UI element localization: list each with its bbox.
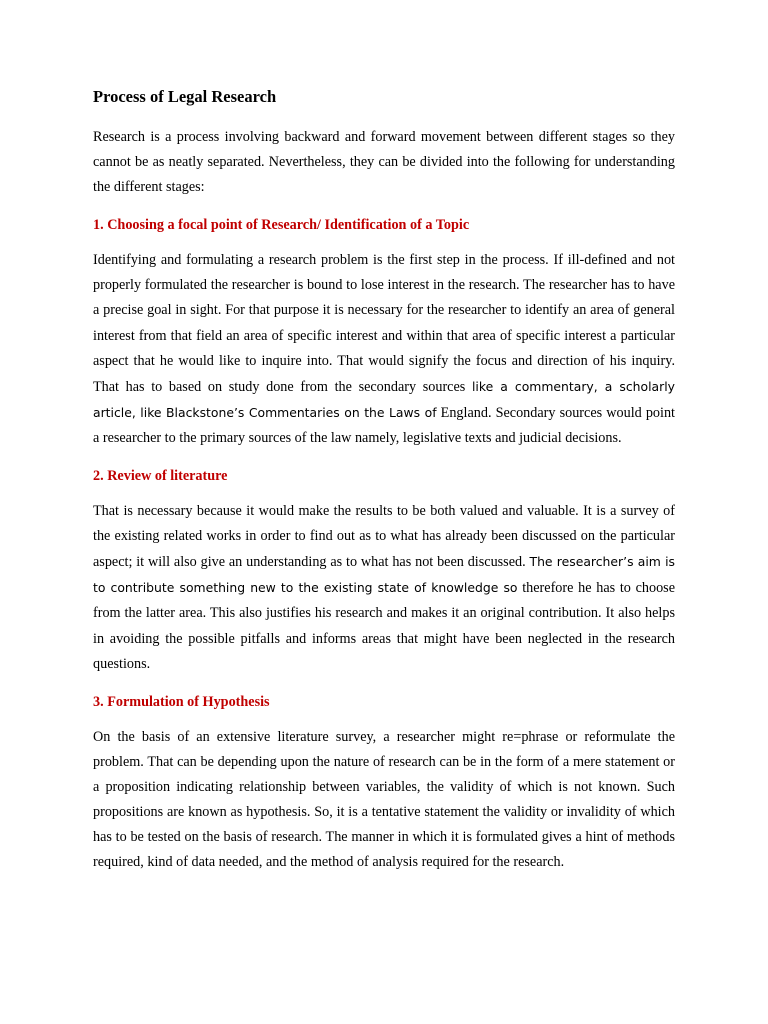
document-title: Process of Legal Research <box>93 87 277 106</box>
intro-paragraph: Research is a process involving backward and forward movement between different stages so they cannot be as neatly separated. Nevertheless, they can be divided into the following for understanding the different stages: <box>93 129 675 196</box>
section-heading-literature: 2. Review of literature <box>93 468 228 485</box>
paragraph-text: That is necessary because it would make the results to be both valued and valuable. It is a survey of the existing related works in order to find out as to what has already been discussed on the particular aspect; it will also give an understanding as to what has not been discussed. <box>93 503 675 571</box>
section-heading-topic: 1. Choosing a focal point of Research/ Identification of a Topic <box>93 217 470 234</box>
section-paragraph-literature <box>93 499 675 677</box>
paragraph-text: therefore he has to choose from the latter area. This also justifies his research and makes it an original contribution. It also helps in avoiding the possible pitfalls and informs areas that might have been neglected in the research questions. <box>93 580 675 672</box>
paragraph-text: like a commentary, a scholarly article, like Blackstone’s Commentaries on the Laws of <box>93 378 676 420</box>
paragraph-text: England. Secondary sources would point a researcher to the primary sources of the law namely, legislative texts and judicial decisions. <box>93 404 675 446</box>
section-paragraph-hypothesis: On the basis of an extensive literature survey, a researcher might re=phrase or reformulate the problem. That can be depending upon the nature of research can be in the form of a mere statement or a proposition indicating relationship between variables, the validity of which is not known. Such propositions are known as hypothesis. So, it is a tentative statement the validity or invalidity of which has to be tested on the basis of research. The manner in which it is formulated gives a hint of methods required, kind of data needed, and the method of analysis required for the research. <box>93 728 675 871</box>
paragraph-text: The researcher’s aim is to contribute something new to the existing state of knowledge so <box>93 554 676 596</box>
section-paragraph-topic <box>93 248 675 451</box>
section-heading-hypothesis: 3. Formulation of Hypothesis <box>93 693 270 710</box>
paragraph-text: Identifying and formulating a research problem is the first step in the process. If ill-defined and not properly formulated the researcher is bound to lose interest in the research. The researcher has to have a precise goal in sight. For that purpose it is necessary for the researcher to identify an area of general interest from that field an area of specific interest and within that area of specific interest a particular aspect that he would like to inquire into. That would signify the focus and direction of his inquiry. That has to based on study done from the secondary sources <box>93 252 675 395</box>
document-page <box>93 86 675 889</box>
